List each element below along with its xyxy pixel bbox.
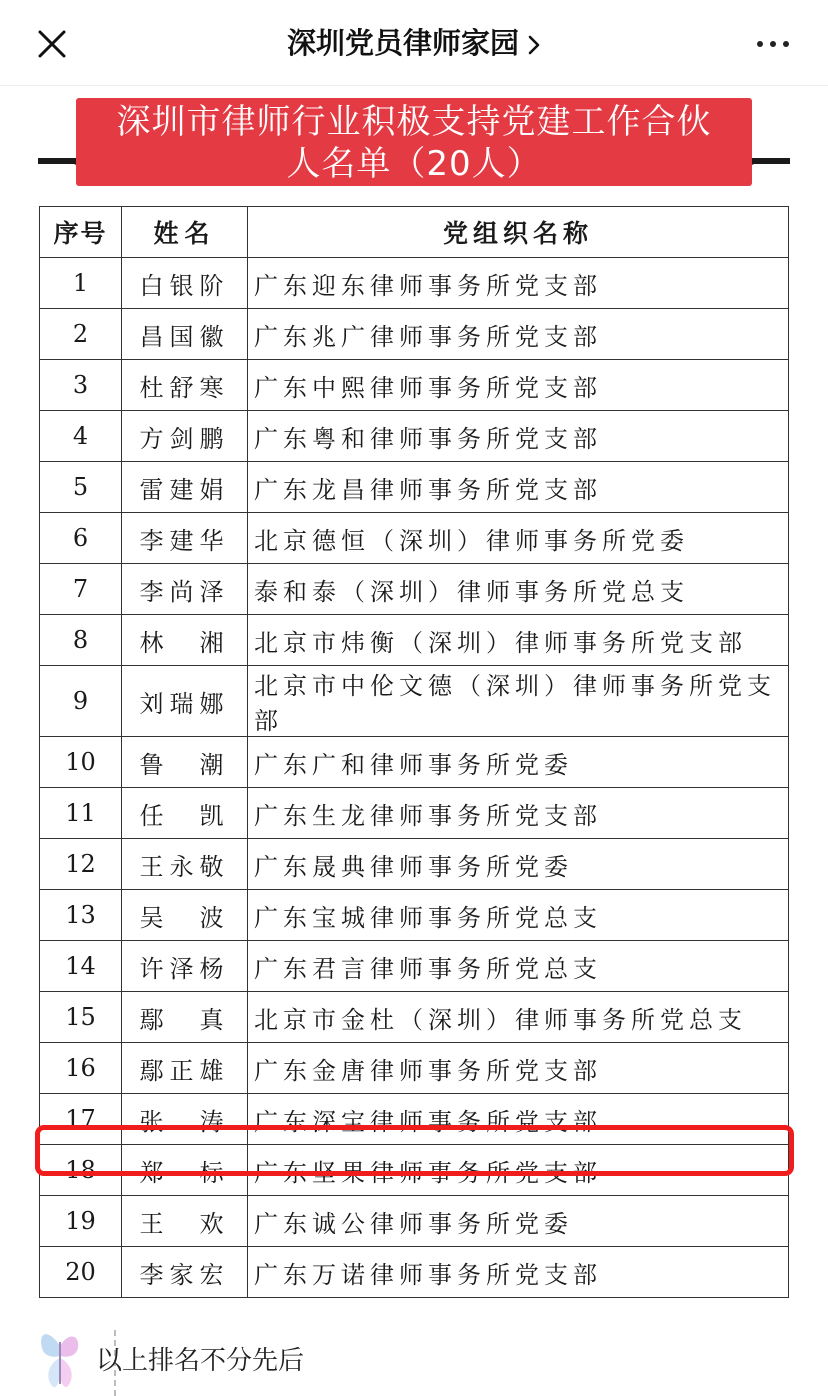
row-name: 吴 波	[122, 890, 248, 941]
chevron-right-icon	[527, 34, 541, 56]
row-organization: 广东金唐律师事务所党支部	[248, 1043, 789, 1094]
row-organization: 广东坚果律师事务所党支部	[248, 1145, 789, 1196]
table-row	[40, 258, 789, 309]
row-index: 10	[40, 737, 122, 788]
account-title-link[interactable]	[0, 22, 828, 64]
table-row	[40, 839, 789, 890]
table-row	[40, 411, 789, 462]
table-row	[40, 513, 789, 564]
row-index: 14	[40, 941, 122, 992]
page-title: 深圳党员律师家园	[286, 26, 519, 60]
row-index: 6	[40, 513, 122, 564]
row-name: 昌国徽	[122, 309, 248, 360]
row-organization: 广东龙昌律师事务所党支部	[248, 462, 789, 513]
row-index: 12	[40, 839, 122, 890]
title-banner	[38, 98, 790, 188]
table-row	[40, 890, 789, 941]
table-header-row	[40, 207, 789, 258]
row-index: 20	[40, 1247, 122, 1298]
table-row	[40, 737, 789, 788]
row-index: 5	[40, 462, 122, 513]
row-name: 林 湘	[122, 615, 248, 666]
footer-note	[38, 1322, 798, 1396]
row-organization: 广东粤和律师事务所党支部	[248, 411, 789, 462]
row-name: 王永敬	[122, 839, 248, 890]
row-organization: 北京市金杜（深圳）律师事务所党总支	[248, 992, 789, 1043]
row-index: 4	[40, 411, 122, 462]
table-body	[40, 258, 789, 1298]
table-row	[40, 788, 789, 839]
row-index: 13	[40, 890, 122, 941]
banner-title	[76, 98, 752, 186]
row-organization: 北京市炜衡（深圳）律师事务所党支部	[248, 615, 789, 666]
row-index: 1	[40, 258, 122, 309]
butterfly-icon	[38, 1326, 82, 1394]
row-name: 方剑鹏	[122, 411, 248, 462]
more-button[interactable]	[748, 22, 798, 66]
table-row	[40, 1247, 789, 1298]
row-name: 李尚泽	[122, 564, 248, 615]
row-index: 3	[40, 360, 122, 411]
row-index: 2	[40, 309, 122, 360]
table-row	[40, 360, 789, 411]
row-organization: 广东诚公律师事务所党委	[248, 1196, 789, 1247]
row-organization: 广东万诺律师事务所党支部	[248, 1247, 789, 1298]
row-name: 郑 标	[122, 1145, 248, 1196]
row-name: 李建华	[122, 513, 248, 564]
row-name: 许泽杨	[122, 941, 248, 992]
table-row	[40, 1043, 789, 1094]
row-index: 16	[40, 1043, 122, 1094]
row-index: 7	[40, 564, 122, 615]
table-row	[40, 1094, 789, 1145]
row-organization: 北京市中伦文德（深圳）律师事务所党支部	[248, 666, 789, 737]
row-organization: 广东中熙律师事务所党支部	[248, 360, 789, 411]
row-name: 鄢正雄	[122, 1043, 248, 1094]
table-row	[40, 666, 789, 737]
row-name: 张 涛	[122, 1094, 248, 1145]
row-organization: 广东晟典律师事务所党委	[248, 839, 789, 890]
row-organization: 广东深宝律师事务所党支部	[248, 1094, 789, 1145]
more-dot	[783, 41, 789, 47]
row-organization: 广东迎东律师事务所党支部	[248, 258, 789, 309]
row-name: 鲁 潮	[122, 737, 248, 788]
row-index: 11	[40, 788, 122, 839]
table-row	[40, 1145, 789, 1196]
header-name: 姓名	[122, 207, 248, 258]
row-index: 9	[40, 666, 122, 737]
more-dots-icon	[757, 41, 763, 47]
partner-table	[39, 206, 789, 1298]
row-index: 19	[40, 1196, 122, 1247]
row-name: 鄢 真	[122, 992, 248, 1043]
row-index: 18	[40, 1145, 122, 1196]
table-row	[40, 564, 789, 615]
table-row	[40, 941, 789, 992]
row-name: 任 凯	[122, 788, 248, 839]
row-index: 8	[40, 615, 122, 666]
table-row	[40, 309, 789, 360]
banner-title-line1: 深圳市律师行业积极支持党建工作合伙	[116, 102, 712, 142]
note-text: 以上排名不分先后	[96, 1346, 305, 1376]
row-name: 杜舒寒	[122, 360, 248, 411]
row-organization: 广东生龙律师事务所党支部	[248, 788, 789, 839]
row-organization: 北京德恒（深圳）律师事务所党委	[248, 513, 789, 564]
row-name: 白银阶	[122, 258, 248, 309]
row-organization: 泰和泰（深圳）律师事务所党总支	[248, 564, 789, 615]
table-row	[40, 615, 789, 666]
row-organization: 广东君言律师事务所党总支	[248, 941, 789, 992]
table-row	[40, 1196, 789, 1247]
row-organization: 广东广和律师事务所党委	[248, 737, 789, 788]
row-name: 王 欢	[122, 1196, 248, 1247]
row-index: 17	[40, 1094, 122, 1145]
row-name: 刘瑞娜	[122, 666, 248, 737]
table-row	[40, 992, 789, 1043]
table-row	[40, 462, 789, 513]
header-organization: 党组织名称	[248, 207, 789, 258]
banner-title-line2: 人名单（20人）	[286, 144, 542, 184]
row-organization: 广东宝城律师事务所党总支	[248, 890, 789, 941]
row-organization: 广东兆广律师事务所党支部	[248, 309, 789, 360]
nav-bar	[0, 0, 828, 86]
row-name: 李家宏	[122, 1247, 248, 1298]
row-index: 15	[40, 992, 122, 1043]
more-dot	[770, 41, 776, 47]
header-index: 序号	[40, 207, 122, 258]
row-name: 雷建娟	[122, 462, 248, 513]
